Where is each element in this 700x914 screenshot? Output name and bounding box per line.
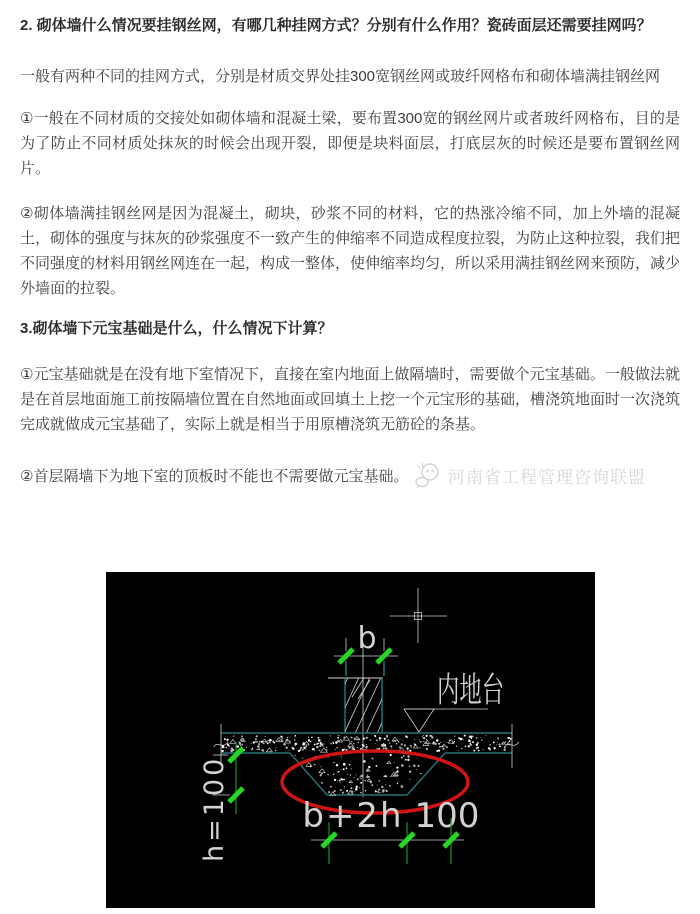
dimension-bottom-width-label: b+2h [301,796,404,836]
q3-point1-paragraph: ①元宝基础就是在没有地下室情况下，直接在室内地面上做隔墙时，需要做个元宝基础。一般做法就是在首层地面施工前按隔墙位置在自然地面或回填土上挖一个元宝形的基础，槽浇筑地面时一次浇筑完成就做成元宝基础了，实际上就是相当于用原槽浇筑无筋砼的条基。 [20,366,681,433]
mascot-logo-icon [413,461,443,489]
dimension-bottom [302,796,479,864]
question-3-heading: 3.砌体墙下元宝基础是什么，什么情况下计算？ [20,320,333,337]
floor-level-label: 内地台 [436,669,504,711]
dimension-b-label: b [356,621,377,656]
floor-slab [214,724,519,768]
q2-intro-paragraph: 一般有两种不同的挂网方式，分别是材质交界处挂300宽钢丝网或玻纤网格布和砌体墙满挂钢丝网 [20,68,661,85]
masonry-wall-section [320,673,405,738]
q3-point2-row [20,464,680,489]
question-2-heading: 2. 砌体墙什么情况要挂钢丝网，有哪几种挂网方式？分别有什么作用？瓷砖面层还需要挂网吗？ [20,17,652,34]
q2-point1-paragraph: ①一般在不同材质的交接处如砌体墙和混凝土梁，要布置300宽的钢丝网片或者玻纤网格布，目的是为了防止不同材质处抹灰的时候会出现开裂，即便是块料面层，打底层灰的时候还是要布置钢丝网片。 [20,110,680,177]
wall-hatch [320,673,405,738]
dimension-bottom-extra-label: 100 [414,796,479,836]
dimension-h-label: h=100 [198,755,230,862]
q3-point2-paragraph: ②首层隔墙下为地下室的顶板时不能也不需要做元宝基础。 [20,468,409,485]
wall-break-symbol [352,678,370,699]
floor-level-symbol [404,670,504,732]
cad-foundation-figure[interactable] [106,572,595,908]
dimension-b [334,621,398,676]
cad-drawing [106,572,595,908]
q2-point2-paragraph: ②砌体墙满挂钢丝网是因为混凝土，砌块，砂浆不同的材料，它的热涨冷缩不同，加上外墙的混凝土，砌体的强度与抹灰的砂浆强度不一致产生的伸缩率不同造成程度拉裂，为防止这种拉裂，我们把不同强度的材料用钢丝网连在一起，构成一整体，使伸缩率均匀，所以采用满挂钢丝网来预防，减少外墙面的拉裂。 [20,205,681,297]
dimension-h [199,742,243,862]
watermark [413,461,646,489]
cad-cursor-crosshair [390,588,447,643]
watermark-text: 河南省工程管理咨询联盟 [448,467,646,487]
